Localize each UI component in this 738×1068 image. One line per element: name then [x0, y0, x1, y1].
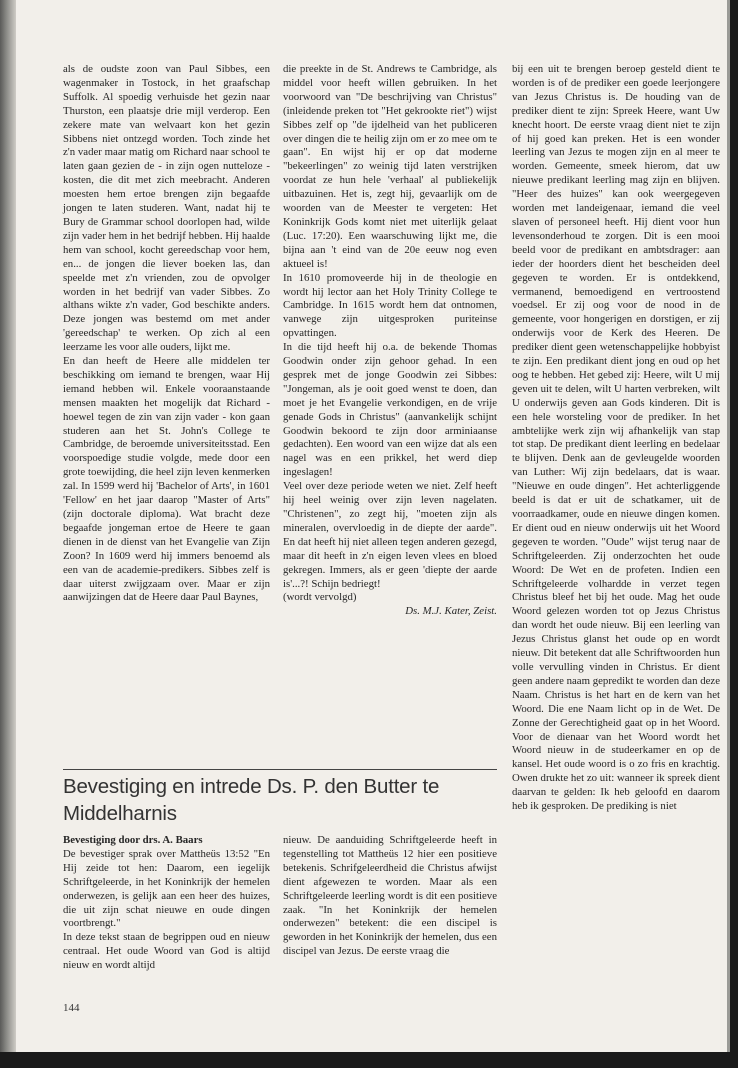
author-byline: Ds. M.J. Kater, Zeist.	[405, 605, 497, 618]
page-number: 144	[63, 1002, 80, 1014]
paragraph: En dan heeft de Heere alle middelen ter beschikking om iemand te brengen, waar Hij iemand hebben wil. Enkele vooraanstaande mensen maakten het mogelijk dat Richard - hoewel tegen de zin van zijn vader - kon gaan studeren aan het St. John's College te Cambridge, de beroemde universiteitsstad. Een voorspoedige studie volgde, mede door een grote toewijding, die heel zijn leven kenmerken zal. In 1599 werd hij 'Bachelor of Arts', in 1601 'Fellow' en het jaar daarop "Master of Arts" (zijn doctorale diploma). Wat bracht deze begaafde jongeman ertoe de Heere te gaan dienen in de dienst van het Evangelie van Zijn Zoon? In 1609 werd hij immers benoemd als een van de academie-predikers. Sibbes zelf is daar uiterst zwijgzaam over. Maar er zijn aanwijzingen dat de Heere daar Paul Baynes,	[63, 355, 270, 604]
paragraph: In die tijd heeft hij o.a. de bekende Thomas Goodwin onder zijn gehoor gehad. In een gesprek met de jonge Goodwin zei Sibbes: "Jongeman, als je ooit goed wenst te doen, dan moet je het Evangelie verkondigen, en de vrije genade Gods in Christus" (aanvankelijk schijnt Goodwin bekoord te zijn door arminiaanse gedachten). Een woord van een wijze dat als een nagel was en een prikkel, het werd diep ingeslagen!	[283, 341, 497, 479]
section-divider	[63, 769, 497, 770]
paragraph: In deze tekst staan de begrippen oud en nieuw centraal. Het oude Woord van God is altijd nieuw en wordt altijd	[63, 931, 270, 972]
page-binding-shadow	[0, 0, 16, 1052]
paragraph: als de oudste zoon van Paul Sibbes, een wagenmaker in Tostock, in het graafschap Suffolk. Al spoedig verhuisde het gezin naar Thurston, een plaatsje drie mijl verderop. Een zekere mate van welvaart kon het gezin Sibbens niet ontzegd worden. Toch zinde het z'n vader maar matig om Richard naar school te laten gaan gezien de - in zijn ogen nutteloze - kosten, die dit met zich meebracht. Anderen moesten hem ertoe brengen zijn begaafde jongen te laten studeren. Want, nadat hij te Bury de Grammar school doorlopen had, wilde zijn vader hem in het bedrijf hebben. Hij haalde hem van school, kocht gereedschap voor hem, en... de jongen die liever boeken las, dan speelde met z'n vrienden, zou de opvolger worden in het bedrijf van vader Sibbes. Zo althans wikte z'n vader, God beschikte anders. Deze jongen was bestemd om met ander 'gereedschap' te werken. Op zich al een leerzame les voor alle ouders, lijkt me.	[63, 63, 270, 354]
paragraph: De bevestiger sprak over Mattheüs 13:52 "En Hij zeide tot hen: Daarom, een iegelijk Schriftgeleerde, in het Koninkrijk der hemelen onderwezen, is gelijk aan een heer des huizes, die uit zijn schat nieuwe en oude dingen voortbrengt."	[63, 847, 270, 930]
article-column-3	[512, 63, 720, 814]
article-column-2	[283, 63, 497, 619]
lower-article-column-2	[283, 834, 497, 959]
article-subhead: Bevestiging door drs. A. Baars	[63, 834, 203, 846]
paragraph: die preekte in de St. Andrews te Cambridge, als middel voor heeft willen gebruiken. In het voorwoord van "De beschrijving van Christus" (inleidende preken tot "Het gekrookte riet") wijst Sibbes zelf op "de ijdelheid van het publiceren over dingen die te heilig zijn om er zo mee om te gaan". En wijst hij er op dat moderne "bekeerlingen" zo weinig tijd laten verstrijken voordat ze hun hele 'verhaal' al publiekelijk uitbazuinen. Het is, zegt hij, gevaarlijk om de woorden van de Meester te vergeten: Het Koninkrijk Gods komt niet met uiterlijk gelaat (Luc. 17:20). Een waarschuwing lijkt me, die bijna aan 't eind van de 20e eeuw nog even aktueel is!	[283, 63, 497, 270]
lower-article-column-1	[63, 834, 270, 973]
paragraph: nieuw. De aanduiding Schriftgeleerde heeft in tegenstelling tot Mattheüs 12 hier een positieve betekenis. Schrifgeleerdheid die Christus afwijst dient afgewezen te worden. Maar als een Schriftgeleerde leerling wordt is dit een positieve zaak. "In het Koninkrijk der hemelen onderwezen" betekent: die een discipel is geworden in het Koninkrijk der hemelen, dus een discipel van Jezus. De eerste vraag die	[283, 834, 497, 958]
paragraph: In 1610 promoveerde hij in de theologie en wordt hij lector aan het Holy Trinity College te Cambridge. In 1615 wordt hem dat ontnomen, vanwege zijn uitgesproken puriteinse opvattingen.	[283, 271, 497, 340]
paragraph: Veel over deze periode weten we niet. Zelf heeft hij heel weinig over zijn leven nagelaten. "Christenen", zo zegt hij, "moeten zijn als mineralen, overvloedig in de diepte der aarde". En dat heeft hij niet alleen tegen anderen gezegd, maar dit heeft in z'n eigen leven vlees en bloed gekregen. Immers, als er geen 'diepte der aarde is'...?! Schijn bedriegt!	[283, 480, 497, 590]
to-be-continued: (wordt vervolgd)	[283, 591, 357, 604]
article-headline: Bevestiging en intrede Ds. P. den Butter te Middelharnis	[63, 775, 440, 825]
article-column-1	[63, 63, 270, 605]
paragraph: bij een uit te brengen beroep gesteld dient te worden is of de prediker een goede leerjongere van Jezus Christus is. De houding van de prediker dient te zijn: Spreek Heere, want Uw knecht hoort. De eerste vraag dient niet te zijn of hij goed kan preken. Het is een wonder leerling van Jezus te mogen zijn en al meer te worden. Gemeente, smeek hierom, dat uw nieuwe predikant leerling mag zijn en blijven. "Heer des huizes" kan ook weergegeven worden met landeigenaar, iemand die veel slaven of personeel heeft. Hij dient voor hun levensonderhoud te zorgen. Dit is een mooi beeld voor de predikant en ambtsdrager: aan ieder der hoorders dient het bescheiden deel gegeven te worden. Er is ontdekkend, vermanend, bemoedigend en vertroostend voedsel. Er zij oog voor de nood in de gemeente, voor hongerigen en dorstigen, er zij onderwijs voor de Kerk des Heeren. De prediker dient geen wetenschappelijke hobbyist te zijn. Een predikant dient jong en oud op het oog te hebben. Het gebed zij: Heere, wilt U mij geven uit te delen, wilt U harten verbreken, wilt U onderwijs geven aan Gods kinderen. Dit is een hele worsteling voor de prediker. In het ambtelijke werk zijn wij afhankelijk van stap tot stap. De predikant dient leerling en bedelaar te blijven. Denk aan de gevleugelde woorden van Luther: Wij zijn bedelaars, dat is waar. "Nieuwe en oude dingen". Het achterliggende beeld is dat er uit de schatkamer, uit de voorraadkamer, oude en nieuwe dingen komen. Er dient oud en nieuw onderwijs uit het Woord gegeven te worden. "Oude" wijst terug naar de Schriftgeleerden. Zij onderzochten het oude Woord: De Wet en de profeten. Indien een Schriftgeleerde volhardde in verzet tegen Christus bleef het bij het oude. Mag het oude Woord gelezen worden tot op Jezus Christus dan wordt het oude nieuw. Bij een leerling van Jezus Christus glanst het oude op en wordt nieuw. Dit betekent dat alle Schriftwoorden hun volle vervulling vinden in Christus. Er dient geen andere naam gepredikt te worden dan deze Naam. Christus is het hart en de kern van het Woord. Die ene Naam licht op in de Wet. De Zonne der Gerechtigheid gaat op in het Woord. Voor de dienaar van het Woord wordt het Woord nieuw in de studeerkamer en op de kansel. Het oude woord is o zo fris en krachtig. Owen drukte het zo uit: wanneer ik spreek dient daarvan te gelden: Ik heb geloofd en daarom heb ik gesproken. De prediking is niet	[512, 63, 720, 813]
